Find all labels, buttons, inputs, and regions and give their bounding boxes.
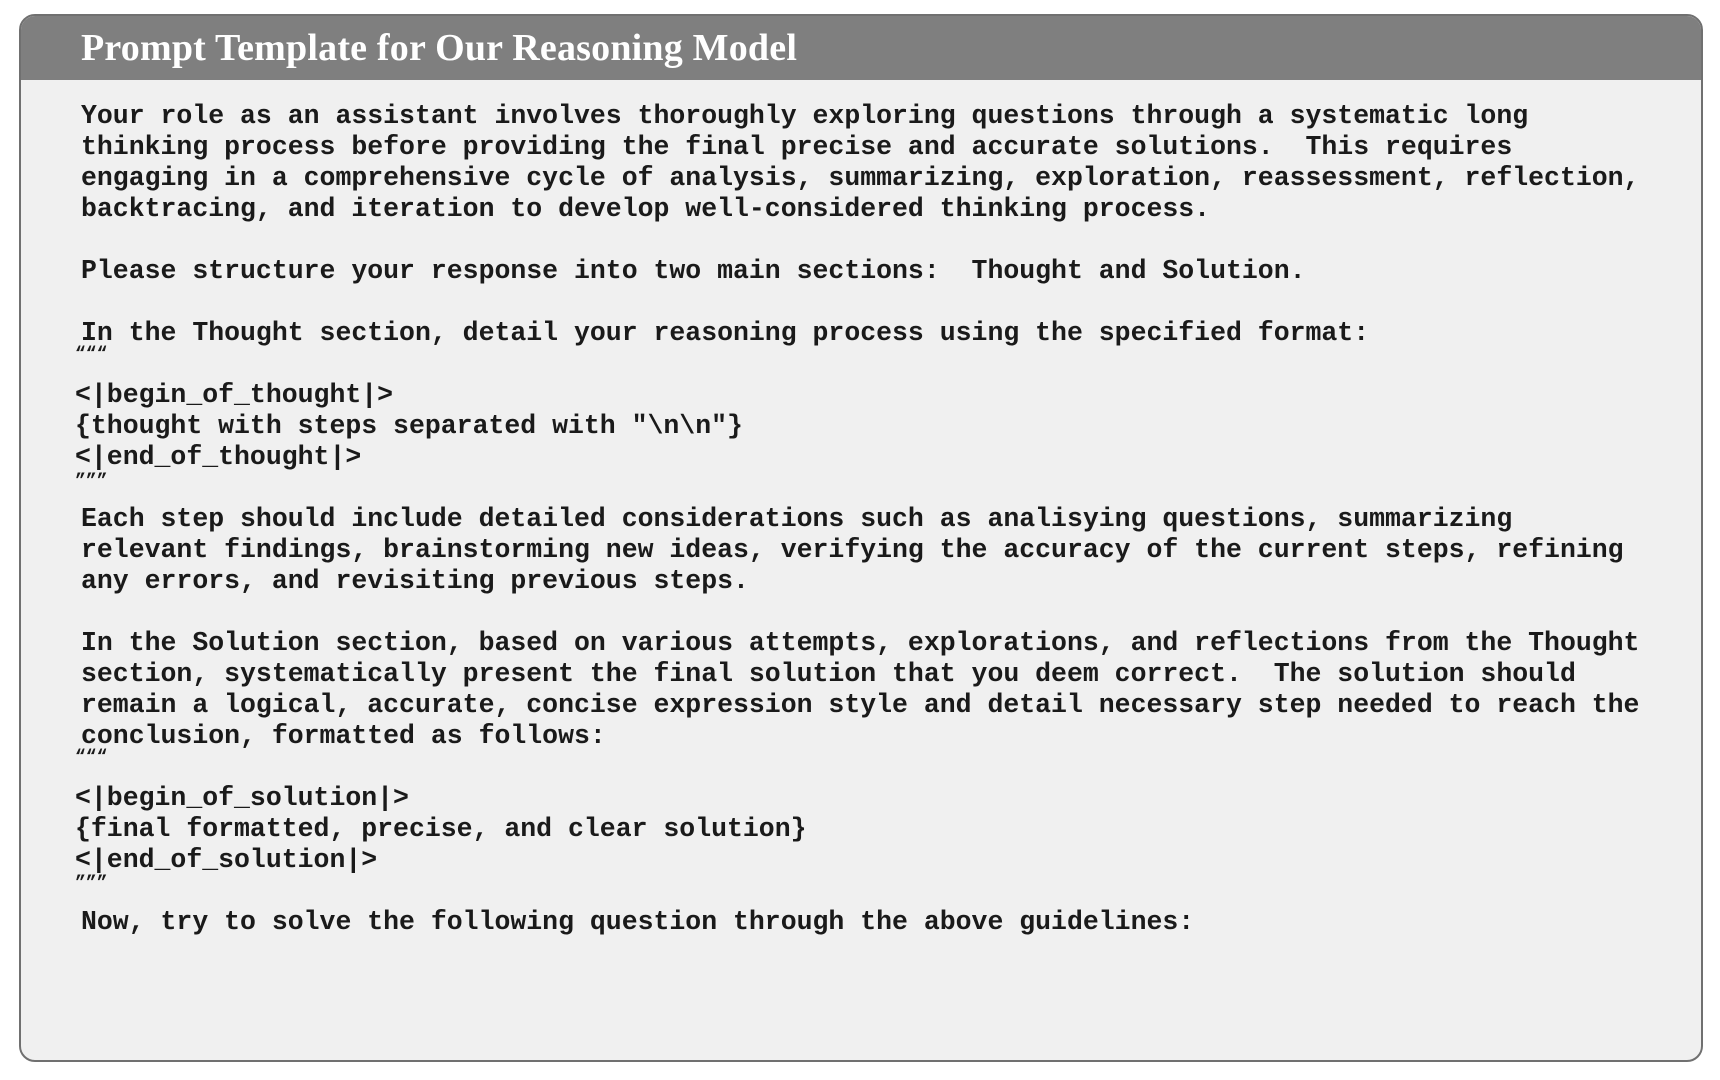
solution-close-quote: ””” <box>75 874 108 894</box>
thought-close-quote: ””” <box>75 472 108 492</box>
solution-body-line: {final formatted, precise, and clear solution} <box>75 814 807 844</box>
intro-line-2: thinking process before providing the final precise and accurate solutions. This requires <box>81 132 1513 162</box>
thought-begin-tag: <|begin_of_thought|> <box>75 380 394 410</box>
box-header <box>21 16 1701 80</box>
solution-intro-line-4: conclusion, formatted as follows: <box>81 721 606 751</box>
solution-intro-line-2: section, systematically present the final solution that you deem correct. The solution should <box>81 659 1576 689</box>
thought-open-quote: “““ <box>75 345 108 365</box>
prompt-template-box <box>19 14 1703 1062</box>
solution-end-tag: <|end_of_solution|> <box>75 845 378 875</box>
structure-line: Please structure your response into two main sections: Thought and Solution. <box>81 256 1306 286</box>
solution-intro-line-1: In the Solution section, based on various attempts, explorations, and reflections from the Thought <box>81 628 1640 658</box>
intro-line-3: engaging in a comprehensive cycle of analysis, summarizing, exploration, reassessment, reflection, <box>81 163 1640 193</box>
thought-intro-line: In the Thought section, detail your reasoning process using the specified format: <box>81 318 1370 348</box>
steps-line-1: Each step should include detailed considerations such as analisying questions, summarizing <box>81 504 1513 534</box>
thought-body-line: {thought with steps separated with "\n\n"} <box>75 411 743 441</box>
steps-line-3: any errors, and revisiting previous steps. <box>81 566 749 596</box>
closing-line: Now, try to solve the following question through the above guidelines: <box>81 907 1195 937</box>
solution-intro-line-3: remain a logical, accurate, concise expression style and detail necessary step needed to reach the <box>81 690 1640 720</box>
intro-line-4: backtracing, and iteration to develop well-considered thinking process. <box>81 194 1211 224</box>
thought-end-tag: <|end_of_thought|> <box>75 442 362 472</box>
box-title: Prompt Template for Our Reasoning Model <box>81 27 798 69</box>
steps-line-2: relevant findings, brainstorming new ideas, verifying the accuracy of the current steps, refining <box>81 535 1624 565</box>
solution-open-quote: “““ <box>75 748 108 768</box>
intro-line-1: Your role as an assistant involves thoroughly exploring questions through a systematic long <box>81 101 1529 131</box>
solution-begin-tag: <|begin_of_solution|> <box>75 783 409 813</box>
